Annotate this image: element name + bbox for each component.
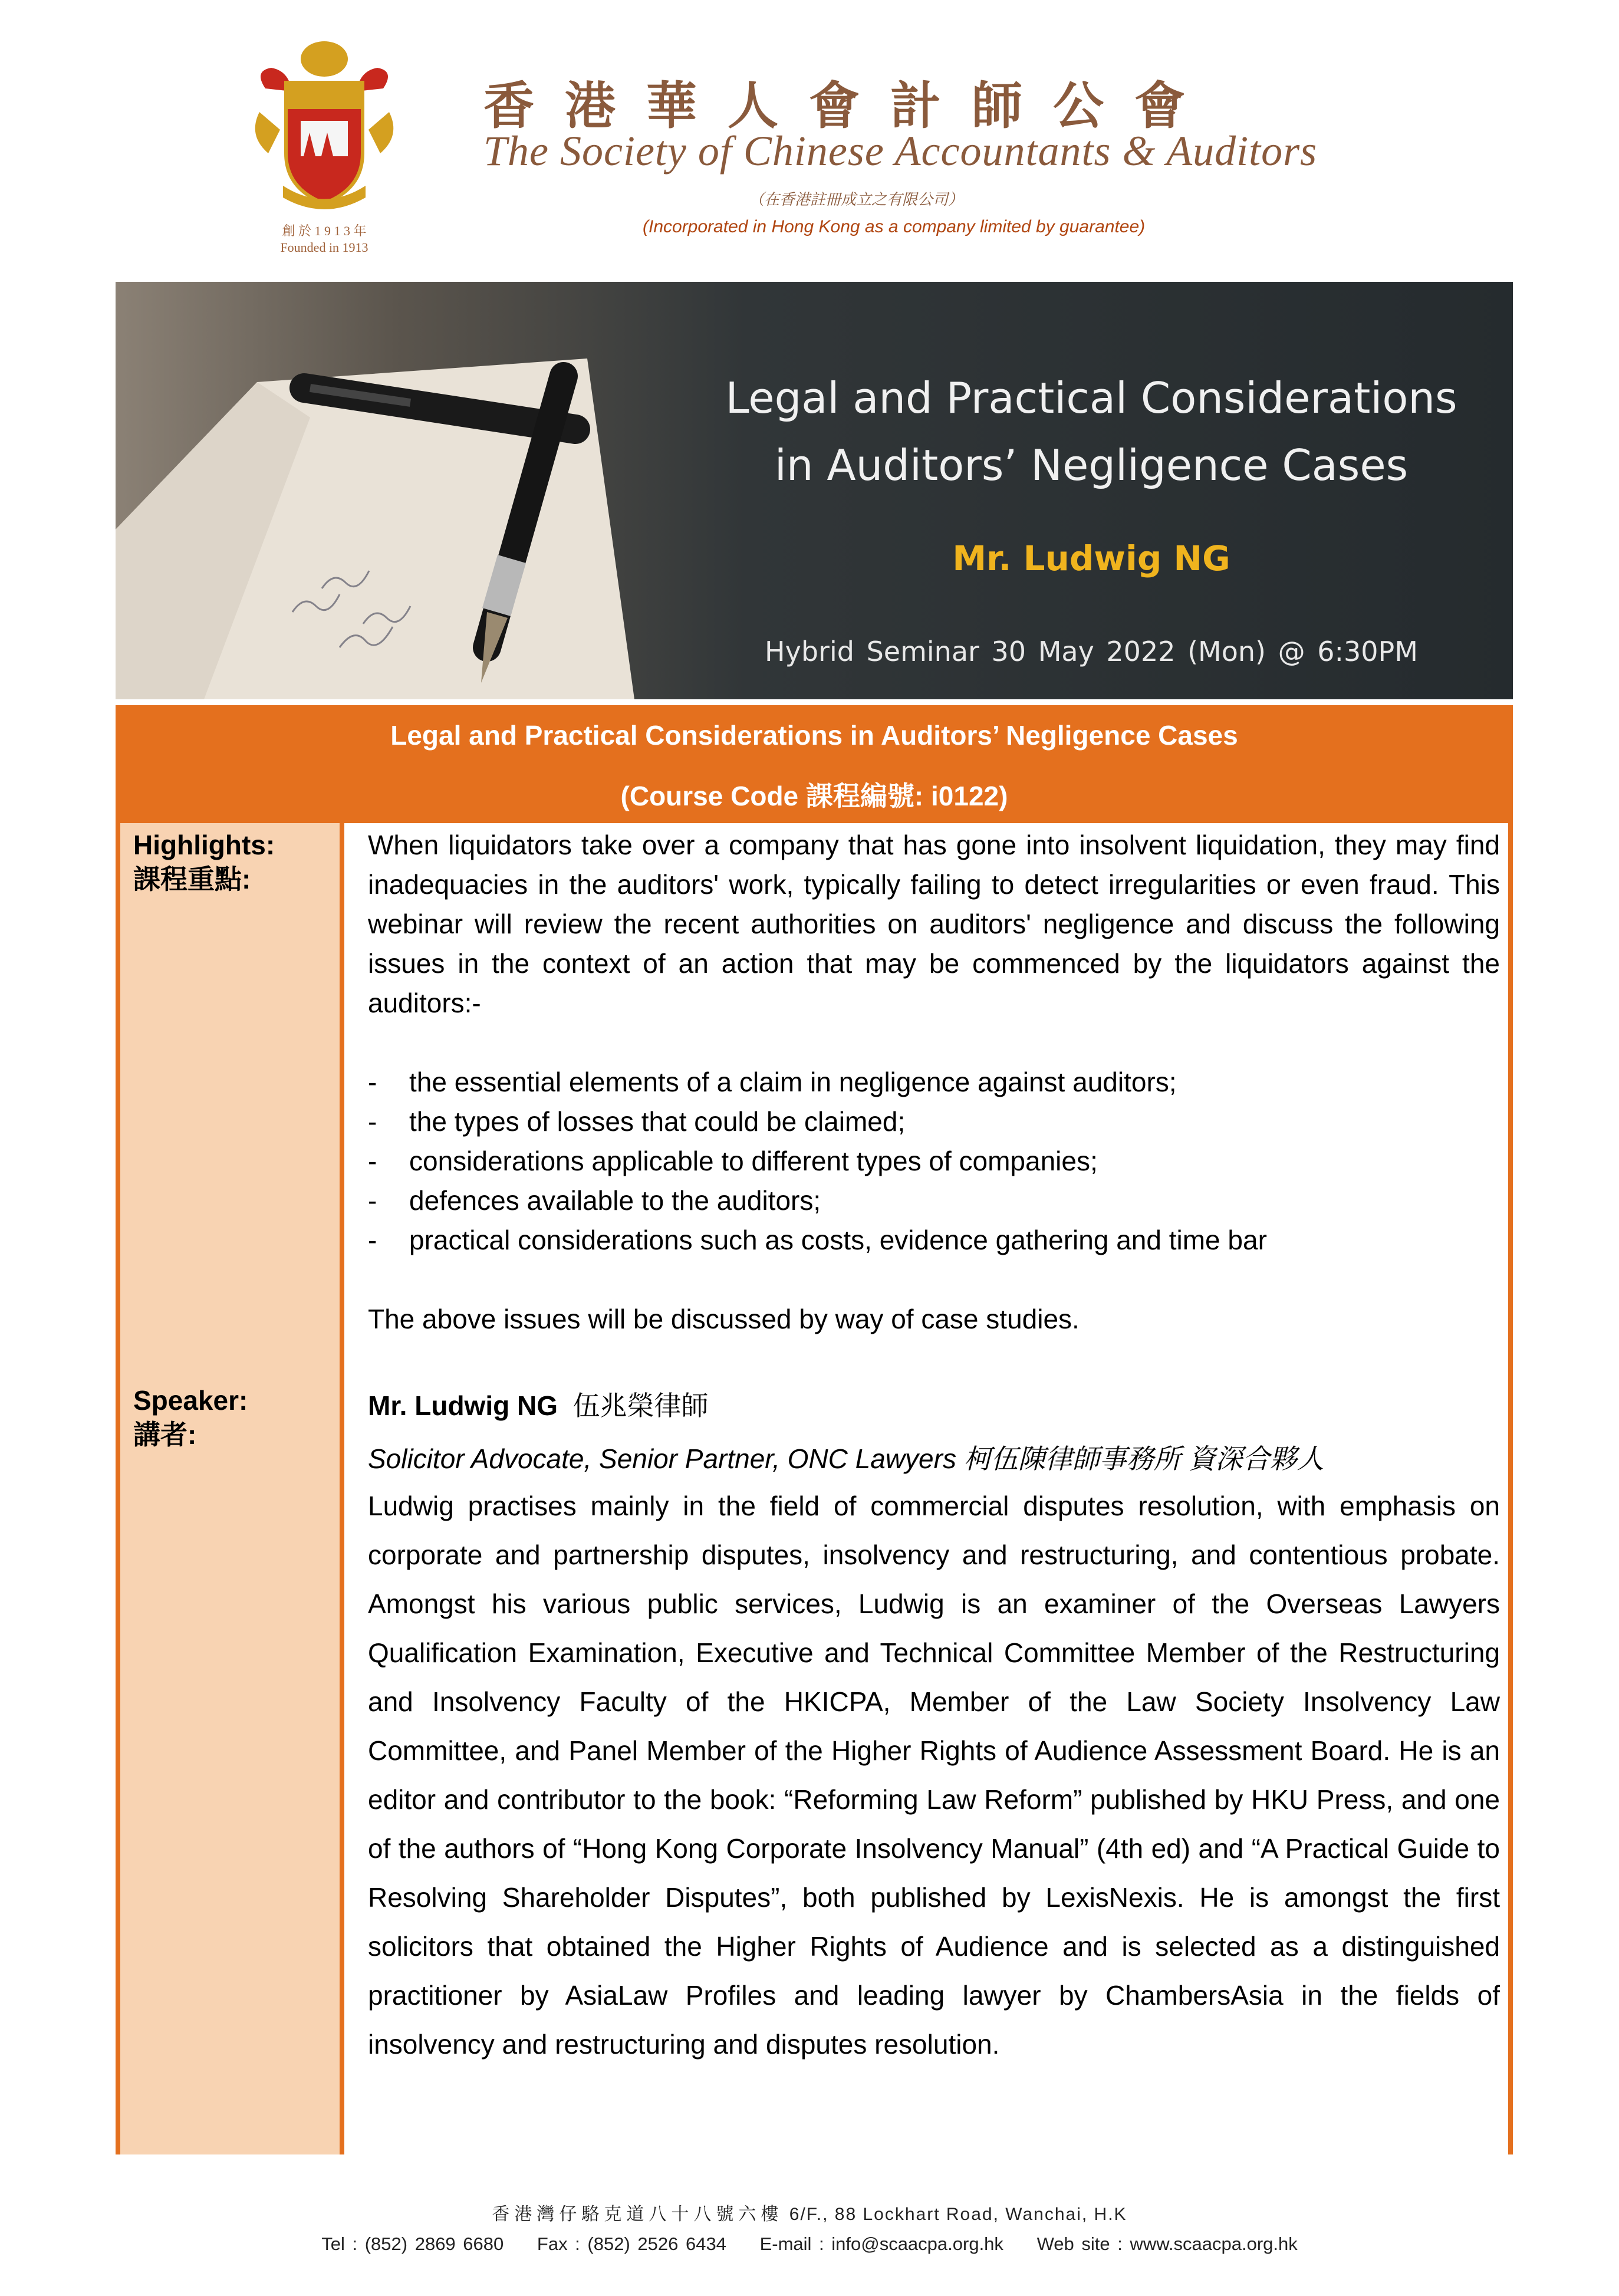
founded-zh: 創 於 1 9 1 3 年 [282,223,367,238]
pen-and-paper-image [116,282,764,699]
list-item: - considerations applicable to different types of companies; [368,1142,1500,1181]
speaker-label-zh: 講者: [133,1419,197,1450]
footer-contacts [0,2233,1619,2255]
address-zh: 香港灣仔駱克道八十八號六樓 [492,2204,784,2225]
highlights-list [368,1063,1500,1260]
footer-tel: Tel : (852) 2869 6680 [321,2233,504,2254]
list-item: - defences available to the auditors; [368,1181,1500,1221]
content-column [368,823,1500,2069]
footer-fax: Fax : (852) 2526 6434 [537,2233,726,2254]
speaker-section [368,1386,1500,2069]
highlights-label [133,828,275,896]
seminar-banner [116,282,1513,699]
banner-title: Legal and Practical Considerations in Auditors’ Negligence Cases [725,373,1457,490]
society-name-en: The Society of Chinese Accountants & Auditors [483,127,1318,175]
highlights-intro: When liquidators take over a company that has gone into insolvent liquidation, they may find inadequacies in the auditors' work, typically failing to detect irregularities or even fraud. This webinar will review the recent authorities on auditors' negligence and discuss the following issues in the context of an action that may be commenced by the liquidators against the auditors:- [368,830,1500,1018]
speaker-name-line [368,1386,1500,1425]
course-title: Legal and Practical Considerations in Auditors’ Negligence Cases [390,720,1238,751]
list-item: - the types of losses that could be claimed; [368,1102,1500,1142]
speaker-name: Mr. Ludwig NG [368,1390,558,1421]
speaker-bio: Ludwig practises mainly in the field of commercial disputes resolution, with emphasis on corporate and partnership disputes, insolvency and restructuring, and contentious probate. Amongst his various public services, Ludwig is an examiner of the Overseas Lawyers Qualification Examination, Executive and Technical Committee Member of the Restructuring and Insolvency Faculty of the HKICPA, Member of the Law Society Insolvency Law Committee, and Panel Member of the Higher Rights of Audience Assessment Board. He is an editor and contributor to the book: “Reforming Law Reform” published by HKU Press, and one of the authors of “Hong Kong Corporate Insolvency Manual” (4th ed) and “A Practical Guide to Resolving Shareholder Disputes”, both published by LexisNexis. He is amongst the first solicitors that obtained the Higher Rights of Audience and is selected as a distinguished practitioner by AsiaLaw Profiles and leading lawyer by ChambersAsia in the fields of insolvency and restructuring and disputes resolution. [368,1491,1500,2060]
founded-en: Founded in 1913 [280,240,368,255]
list-item: - the essential elements of a claim in negligence against auditors; [368,1063,1500,1102]
course-header [120,705,1508,823]
address-en: 6/F., 88 Lockhart Road, Wanchai, H.K [789,2205,1127,2224]
course-code: (Course Code 課程編號: i0122) [620,781,1008,811]
speaker-name-zh: 伍兆榮律師 [572,1390,709,1422]
footer-website[interactable]: Web site : www.scaacpa.org.hk [1036,2233,1298,2254]
society-crest-logo [248,35,401,218]
highlights-closing: The above issues will be discussed by way of case studies. [368,1304,1080,1334]
course-details-box [116,705,1513,2154]
highlights-label-en: Highlights: [133,830,275,860]
highlights-label-zh: 課程重點: [133,864,251,894]
incorporation-note-en: (Incorporated in Hong Kong as a company limited by guarantee) [643,217,1146,236]
speaker-title: Solicitor Advocate, Senior Partner, ONC Lawyers 柯伍陳律師事務所 資深合夥人 [368,1443,1324,1474]
footer-address [0,2199,1619,2225]
label-column [120,823,344,2154]
speaker-label-en: Speaker: [133,1385,248,1416]
society-name-zh: 香港華人會計師公會 [483,76,1216,136]
banner-session-info: Hybrid Seminar 30 May 2022 (Mon) @ 6:30PM [765,636,1418,667]
incorporation-note-zh: （在香港註冊成立之有限公司） [749,191,964,209]
speaker-label [133,1383,248,1452]
founded-note [254,223,395,256]
list-item: - practical considerations such as costs, evidence gathering and time bar [368,1221,1500,1260]
banner-speaker: Mr. Ludwig NG [952,538,1230,578]
footer-email[interactable]: E-mail : info@scaacpa.org.hk [759,2233,1003,2254]
